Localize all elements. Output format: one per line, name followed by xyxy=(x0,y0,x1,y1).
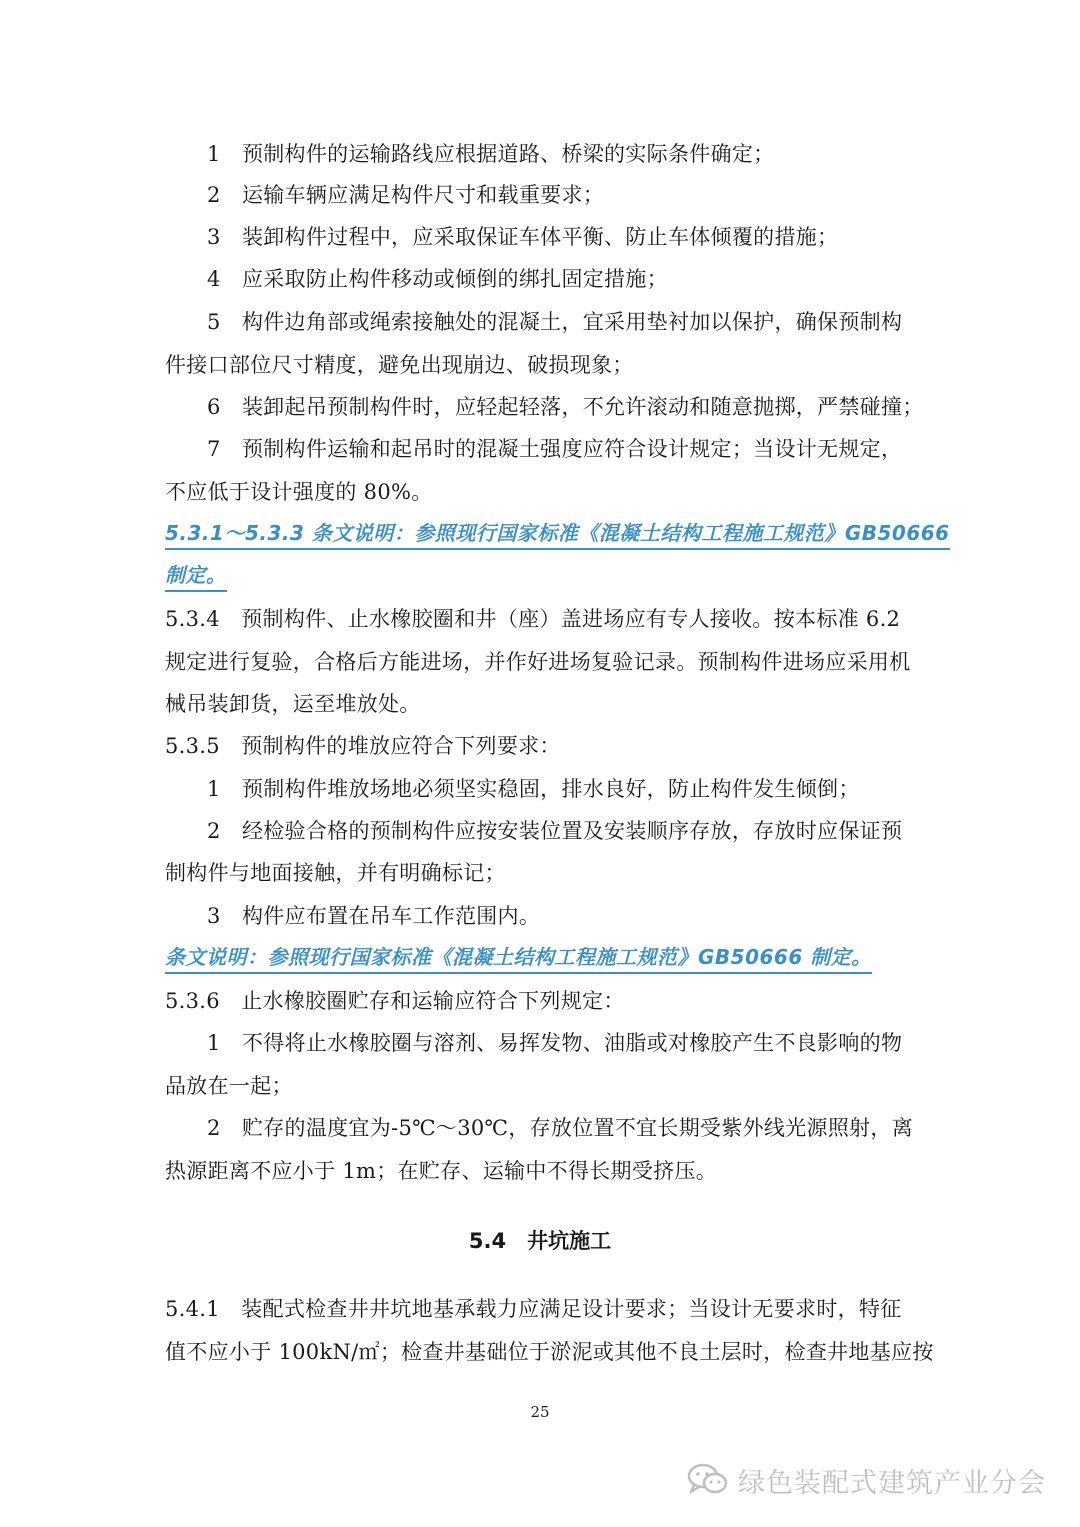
text-line: 1 预制构件的运输路线应根据道路、桥梁的实际条件确定； xyxy=(207,142,775,166)
text-line: 品放在一起； xyxy=(165,1074,293,1098)
text-line: 5 构件边角部或绳索接触处的混凝土，宜采用垫衬加以保护，确保预制构 xyxy=(207,310,903,334)
watermark-text: 绿色装配式建筑产业分会 xyxy=(738,1467,1046,1499)
text-line: 6 装卸起吊预制构件时，应轻起轻落，不允许滚动和随意抛掷，严禁碰撞； xyxy=(207,395,924,419)
watermark xyxy=(686,1460,1046,1500)
text-line: 不应低于设计强度的 80%。 xyxy=(165,480,433,504)
text-line: 2 经检验合格的预制构件应按安装位置及安装顺序存放，存放时应保证预 xyxy=(207,819,903,843)
text-line: 1 预制构件堆放场地必须坚实稳固，排水良好，防止构件发生倾倒； xyxy=(207,777,860,801)
text-line: 值不应小于 100kN/㎡；检查井基础位于淤泥或其他不良土层时，检查井地基应按 xyxy=(165,1340,934,1364)
text-line: 7 预制构件运输和起吊时的混凝土强度应符合设计规定；当设计无规定， xyxy=(207,437,903,461)
clause-explanation: 条文说明：参照现行国家标准《混凝土结构工程施工规范》GB50666 制定。 xyxy=(165,942,872,974)
clause-explanation-cont: 制定。 xyxy=(165,560,227,592)
text-line: 5.4.1 装配式检查井井坑地基承载力应满足设计要求；当设计无要求时，特征 xyxy=(165,1297,902,1321)
text-line: 规定进行复验，合格后方能进场，并作好进场复验记录。预制构件进场应采用机 xyxy=(165,650,911,674)
text-line: 5.3.6 止水橡胶圈贮存和运输应符合下列规定： xyxy=(165,989,625,1013)
text-line: 热源距离不应小于 1m；在贮存、运输中不得长期受挤压。 xyxy=(165,1159,718,1183)
text-line: 3 构件应布置在吊车工作范围内。 xyxy=(207,904,541,928)
text-line: 械吊装卸货，运至堆放处。 xyxy=(165,692,421,716)
text-line: 制构件与地面接触，并有明确标记； xyxy=(165,861,506,885)
page-number: 25 xyxy=(530,1403,550,1421)
text-line: 5.3.5 预制构件的堆放应符合下列要求： xyxy=(165,734,561,758)
section-heading: 5.4 井坑施工 xyxy=(468,1229,612,1253)
clause-explanation: 5.3.1～5.3.3 条文说明：参照现行国家标准《混凝土结构工程施工规范》GB50666 xyxy=(165,518,950,550)
text-line: 1 不得将止水橡胶圈与溶剂、易挥发物、油脂或对橡胶产生不良影响的物 xyxy=(207,1031,903,1055)
text-line: 2 贮存的温度宜为-5℃～30℃，存放位置不宜长期受紫外线光源照射，离 xyxy=(207,1116,914,1140)
text-line: 4 应采取防止构件移动或倾倒的绑扎固定措施； xyxy=(207,267,668,291)
text-line: 3 装卸构件过程中，应采取保证车体平衡、防止车体倾覆的措施； xyxy=(207,225,839,249)
text-line: 5.3.4 预制构件、止水橡胶圈和井（座）盖进场应有专人接收。按本标准 6.2 xyxy=(165,607,901,631)
text-line: 2 运输车辆应满足构件尺寸和载重要求； xyxy=(207,183,605,207)
text-line: 件接口部位尺寸精度，避免出现崩边、破损现象； xyxy=(165,353,634,377)
wechat-icon xyxy=(686,1462,730,1498)
